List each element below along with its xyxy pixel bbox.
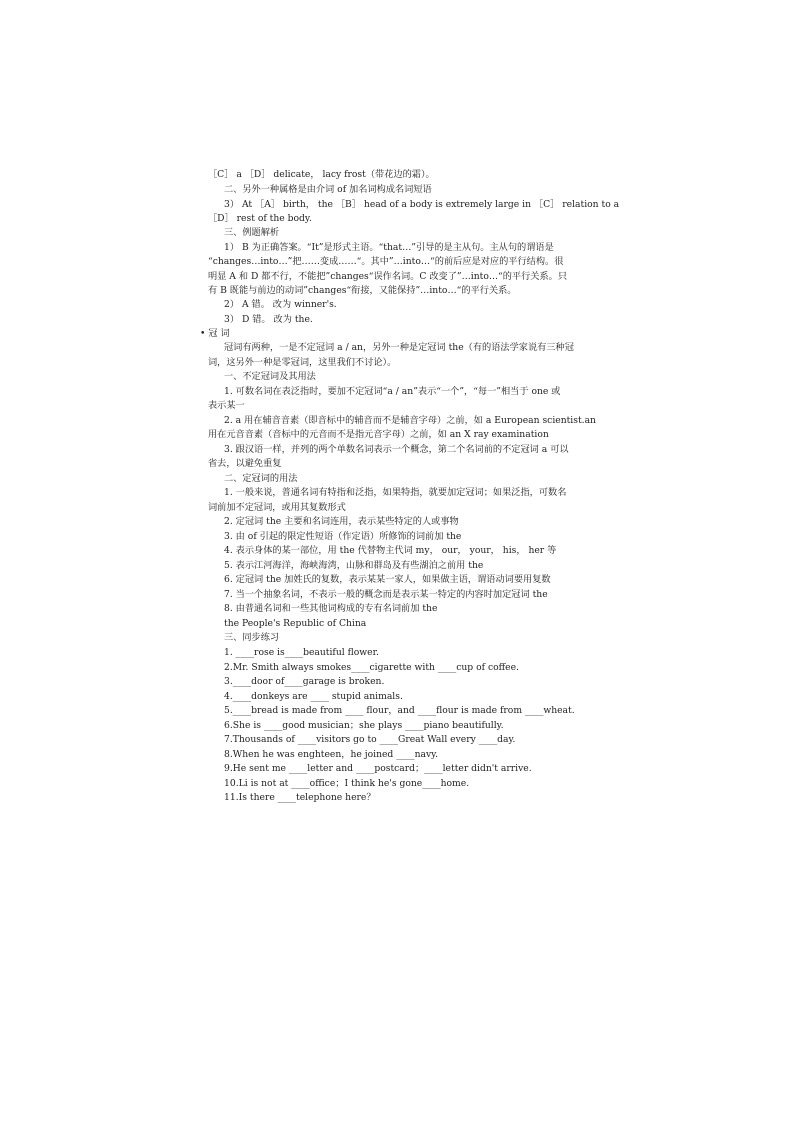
section-heading: 一、不定冠词及其用法: [224, 371, 316, 382]
exercise-item: 2.Mr. Smith always smokes____cigarette with ____cup of coffee.: [224, 662, 519, 673]
text-line: 1） B 为正确答案。“It”是形式主语。“that…”引导的是主从句。主从句的谓语是: [224, 242, 554, 253]
exercise-item: 9.He sent me ____letter and ____postcard；____letter didn't arrive.: [224, 763, 532, 774]
text-line: 词前加不定冠词，或用其复数形式: [208, 502, 346, 513]
text-line: 省去，以避免重复: [208, 458, 282, 469]
exercise-item: 3.____door of____garage is broken.: [224, 676, 385, 687]
text-line: 冠词有两种，一是不定冠词 a / an，另外一种是定冠词 the（有的语法学家说有三种冠: [224, 342, 574, 353]
text-line: 1. 一般来说，普通名词有特指和泛指，如果特指，就要加定冠词；如果泛指，可数名: [224, 487, 567, 498]
text-line: 3. 由 of 引起的限定性短语（作定语）所修饰的词前加 the: [224, 531, 462, 542]
section-heading: 三、例题解析: [224, 227, 280, 238]
text-line: 3） D 错。 改为 the.: [224, 314, 313, 325]
text-line: 2. 定冠词 the 主要和名词连用，表示某些特定的人或事物: [224, 516, 459, 527]
text-line: 8. 由普通名词和一些其他词构成的专有名词前加 the: [224, 603, 438, 614]
text-line: 5. 表示江河海洋，海峡海湾，山脉和群岛及有些湖泊之前用 the: [224, 560, 484, 571]
text-line: ［C］ a ［D］ delicate， lacy frost（带花边的霜）。: [208, 169, 435, 180]
text-line: 4. 表示身体的某一部位，用 the 代替物主代词 my， our， your， his， her 等: [224, 545, 557, 556]
exercise-item: 7.Thousands of ____visitors go to ____Great Wall every ____day.: [224, 734, 516, 745]
text-line: “changes…into…”把……变成……“。其中”…into…“的前后应是对应的平行结构。很: [208, 256, 564, 267]
text-line: 明显 A 和 D 都不行，不能把”changes“误作名词。C 改变了”…into…“的平行关系。只: [208, 271, 568, 282]
text-line: 6. 定冠词 the 加姓氏的复数，表示某某一家人，如果做主语，谓语动词要用复数: [224, 574, 551, 585]
text-line: ［D］ rest of the body.: [208, 213, 312, 224]
exercise-item: 4.____donkeys are ____ stupid animals.: [224, 691, 403, 702]
text-line: 3. 跟汉语一样，并列的两个单数名词表示一个概念，第二个名词前的不定冠词 a 可以: [224, 444, 569, 455]
text-line: 7. 当一个抽象名词，不表示一般的概念而是表示某一特定的内容时加定冠词 the: [224, 589, 548, 600]
exercise-item: 8.When he was enghteen，he joined ____navy.: [224, 749, 439, 760]
section-heading: 三、同步练习: [224, 632, 280, 643]
text-line: 有 B 既能与前边的动词”changes“衔接，又能保持”…into…“的平行关系。: [208, 285, 517, 296]
text-line: 词，这另外一种是零冠词，这里我们不讨论）。: [208, 357, 397, 368]
exercise-item: 11.Is there ____telephone here？: [224, 792, 376, 803]
section-heading: 二、另外一种属格是由介词 of 加名词构成名词短语: [224, 184, 432, 195]
exercise-item: 10.Li is not at ____office；I think he's gone____home.: [224, 778, 470, 789]
text-line: 2. a 用在辅音音素（即音标中的辅音而不是辅音字母）之前，如 a European scientist.an: [224, 415, 596, 426]
text-line: 用在元音音素（音标中的元音而不是指元音字母）之前，如 an X ray examination: [208, 429, 549, 440]
text-line: 表示某一: [208, 400, 245, 411]
text-line: 3） At ［A］ birth， the ［B］ head of a body is extremely large in ［C］ relation to a: [224, 199, 620, 210]
text-line: the People's Republic of China: [224, 618, 367, 629]
exercise-item: 1. ____rose is____beautiful flower.: [224, 647, 379, 658]
section-heading: • 冠 词: [200, 328, 230, 339]
exercise-item: 6.She is ____good musician；she plays ____piano beautifully.: [224, 720, 504, 731]
section-heading: 二、定冠词的用法: [224, 473, 298, 484]
exercise-item: 5.____bread is made from ____ flour，and ____flour is made from ____wheat.: [224, 705, 575, 716]
text-line: 1. 可数名词在表泛指时，要加不定冠词“a / an”表示“一个”，“每一”相当于 one 或: [224, 386, 561, 397]
text-line: 2） A 错。 改为 winner's.: [224, 299, 337, 310]
